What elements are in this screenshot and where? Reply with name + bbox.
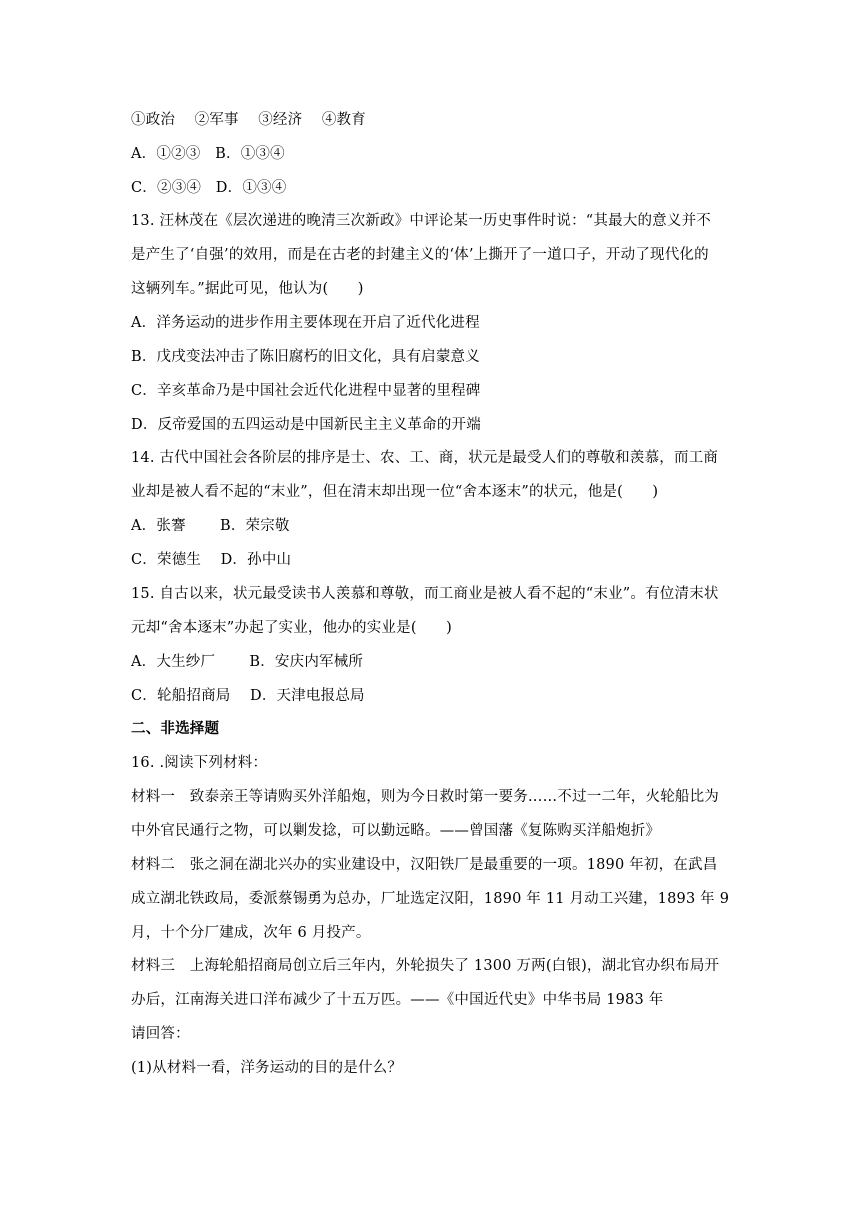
question-15-option-cd: C．轮船招商局 D．天津电报总局: [131, 688, 365, 704]
material-1-line-2: 中外官民通行之物，可以剿发捻，可以勤远略。——曾国藩《复陈购买洋船炮折》: [131, 823, 661, 839]
question-13-stem-line-1: 13. 汪林茂在《层次递进的晚清三次新政》中评论某一历史事件时说：“其最大的意义并不: [131, 213, 711, 229]
question-15-option-ab: A．大生纱厂 B．安庆内军械所: [131, 654, 364, 670]
question-14-stem-line-2: 业却是被人看不起的“末业”，但在清末却出现一位“舍本逐末”的状元，他是( ): [131, 484, 659, 500]
material-3-line-1: 材料三 上海轮船招商局创立后三年内，外轮损失了 1300 万两(白银)，湖北官办织布局开: [131, 958, 720, 974]
material-3-line-2: 办后，江南海关进口洋布减少了十五万匹。——《中国近代史》中华书局 1983 年: [131, 992, 664, 1008]
question-13-option-d: D．反帝爱国的五四运动是中国新民主主义革命的开端: [131, 417, 481, 433]
question-13-stem-line-2: 是产生了‘自强’的效用，而是在古老的封建主义的‘体’上撕开了一道口子，开动了现代化的: [131, 247, 709, 263]
answer-prompt: 请回答：: [131, 1026, 190, 1042]
question-14-option-cd: C．荣德生 D．孙中山: [131, 552, 292, 568]
question-15-stem-line-1: 15. 自古以来，状元最受读书人羡慕和尊敬，而工商业是被人看不起的“末业”。有位清末状: [131, 586, 719, 602]
material-2-line-2: 成立湖北铁政局，委派蔡锡勇为总办，厂址选定汉阳，1890 年 11 月动工兴建，1893 年 9: [131, 891, 730, 907]
material-2-line-3: 月，十个分厂建成，次年 6 月投产。: [131, 925, 371, 941]
question-15-stem-line-2: 元却“舍本逐末”办起了实业，他办的实业是( ): [131, 620, 452, 636]
question-13-stem-line-3: 这辆列车。”据此可见，他认为( ): [131, 281, 364, 297]
material-1-line-1: 材料一 致泰亲王等请购买外洋船炮，则为今日救时第一要务……不过一二年，火轮船比为: [131, 789, 719, 805]
question-14-option-ab: A．张謇 B．荣宗敬: [131, 518, 290, 534]
question-13-option-a: A．洋务运动的进步作用主要体现在开启了近代化进程: [131, 315, 480, 331]
question-16-stem: 16. .阅读下列材料：: [131, 755, 268, 771]
material-2-line-1: 材料二 张之洞在湖北兴办的实业建设中，汉阳铁厂是最重要的一项。1890 年初，在武昌: [131, 857, 718, 873]
question-12-items: ①政治 ②军事 ③经济 ④教育: [131, 112, 366, 128]
sub-question-1: (1)从材料一看，洋务运动的目的是什么？: [131, 1060, 403, 1076]
question-14-stem-line-1: 14. 古代中国社会各阶层的排序是士、农、工、商，状元是最受人们的尊敬和羡慕，而工商: [131, 450, 719, 466]
question-13-option-b: B．戊戌变法冲击了陈旧腐朽的旧文化，具有启蒙意义: [131, 349, 480, 365]
question-12-option-ab: A．①②③ B．①③④: [131, 146, 285, 162]
section-heading: 二、非选择题: [131, 720, 220, 737]
question-12-option-cd: C．②③④ D．①③④: [131, 180, 287, 196]
question-13-option-c: C．辛亥革命乃是中国社会近代化进程中显著的里程碑: [131, 383, 481, 399]
